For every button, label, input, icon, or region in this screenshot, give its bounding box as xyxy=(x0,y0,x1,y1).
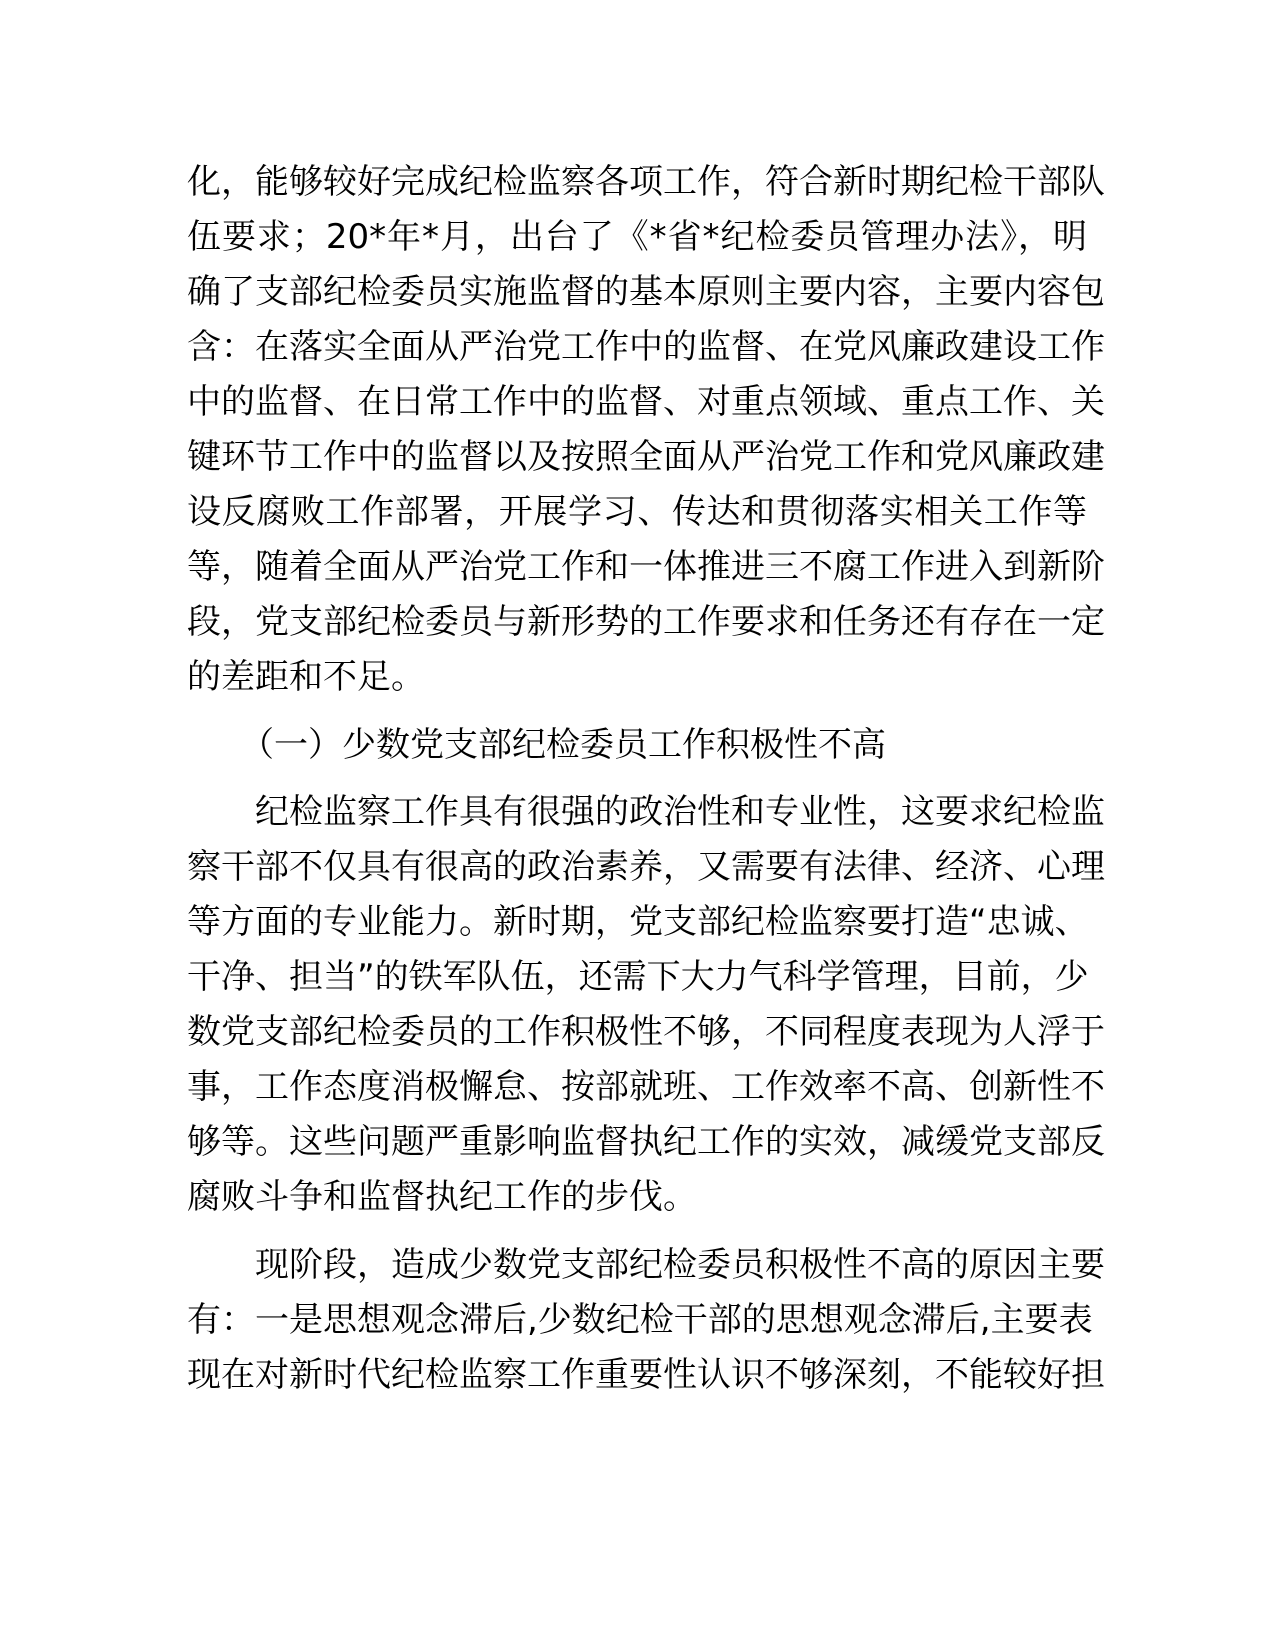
paragraph-2-line-1: 纪检监察工作具有很强的政治性和专业性，这要求纪检监 xyxy=(255,792,1105,832)
paragraph-1-line-2: 伍要求；20*年*月，出台了《*省*纪检委员管理办法》，明 xyxy=(187,217,1087,257)
paragraph-3-line-1: 现阶段，造成少数党支部纪检委员积极性不高的原因主要 xyxy=(255,1245,1105,1285)
paragraph-1-line-7: 设反腐败工作部署，开展学习、传达和贯彻落实相关工作等 xyxy=(187,492,1087,532)
paragraph-2-line-3: 等方面的专业能力。新时期，党支部纪检监察要打造“忠诚、 xyxy=(187,902,1089,942)
paragraph-2-line-7: 够等。这些问题严重影响监督执纪工作的实效，减缓党支部反 xyxy=(187,1122,1105,1162)
paragraph-1-line-6: 键环节工作中的监督以及按照全面从严治党工作和党风廉政建 xyxy=(187,437,1105,477)
paragraph-2-line-4: 干净、担当”的铁军队伍，还需下大力气科学管理，目前，少 xyxy=(187,957,1089,997)
paragraph-1-line-3: 确了支部纪检委员实施监督的基本原则主要内容，主要内容包 xyxy=(187,272,1105,312)
paragraph-1-line-1: 化，能够较好完成纪检监察各项工作，符合新时期纪检干部队 xyxy=(187,162,1105,202)
paragraph-2-line-2: 察干部不仅具有很高的政治素养，又需要有法律、经济、心理 xyxy=(187,847,1105,887)
paragraph-2-line-8: 腐败斗争和监督执纪工作的步伐。 xyxy=(187,1177,697,1217)
section-heading-1: （一）少数党支部纪检委员工作积极性不高 xyxy=(240,725,886,765)
paragraph-1-line-5: 中的监督、在日常工作中的监督、对重点领域、重点工作、关 xyxy=(187,382,1105,422)
paragraph-1-line-10: 的差距和不足。 xyxy=(187,657,425,697)
paragraph-3-line-2: 有：一是思想观念滞后,少数纪检干部的思想观念滞后,主要表 xyxy=(187,1300,1093,1340)
paragraph-1-line-8: 等，随着全面从严治党工作和一体推进三不腐工作进入到新阶 xyxy=(187,547,1105,587)
paragraph-1-line-4: 含：在落实全面从严治党工作中的监督、在党风廉政建设工作 xyxy=(187,327,1105,367)
paragraph-2-line-6: 事，工作态度消极懈怠、按部就班、工作效率不高、创新性不 xyxy=(187,1067,1105,1107)
paragraph-2-line-5: 数党支部纪检委员的工作积极性不够，不同程度表现为人浮于 xyxy=(187,1012,1105,1052)
paragraph-3-line-3: 现在对新时代纪检监察工作重要性认识不够深刻，不能较好担 xyxy=(187,1355,1105,1395)
paragraph-1-line-9: 段，党支部纪检委员与新形势的工作要求和任务还有存在一定 xyxy=(187,602,1105,642)
